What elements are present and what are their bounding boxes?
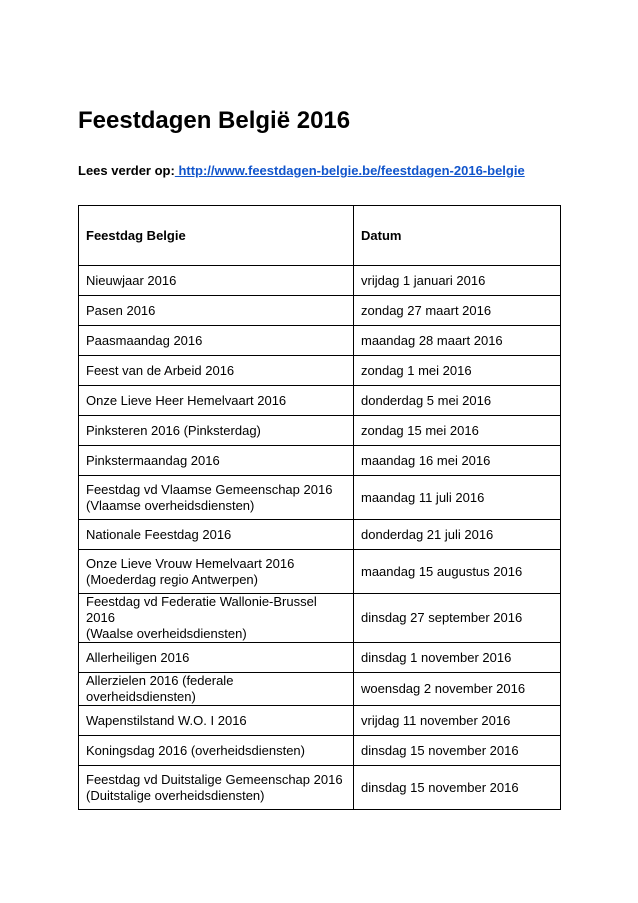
holiday-name-line: Pinkstermaandag 2016 xyxy=(86,452,220,468)
holiday-name-line: (Vlaamse overheidsdiensten) xyxy=(86,497,255,513)
holiday-date-cell: vrijdag 1 januari 2016 xyxy=(354,266,561,296)
holiday-date-cell: zondag 27 maart 2016 xyxy=(354,296,561,326)
holiday-name-line: Paasmaandag 2016 xyxy=(86,332,203,348)
holiday-date-cell: dinsdag 27 september 2016 xyxy=(354,594,561,643)
holiday-name-cell xyxy=(79,416,354,446)
table-row xyxy=(79,706,561,736)
table-row xyxy=(79,736,561,766)
holiday-name-line: Feest van de Arbeid 2016 xyxy=(86,362,235,378)
column-header-feestdag: Feestdag Belgie xyxy=(79,206,354,266)
holiday-name-line: Koningsdag 2016 (overheidsdiensten) xyxy=(86,742,305,758)
holiday-date-cell: donderdag 5 mei 2016 xyxy=(354,386,561,416)
table-row xyxy=(79,643,561,673)
table-row xyxy=(79,296,561,326)
table-row xyxy=(79,766,561,810)
page-title: Feestdagen België 2016 xyxy=(78,107,351,134)
holiday-date-cell: vrijdag 11 november 2016 xyxy=(354,706,561,736)
read-more-line xyxy=(78,163,525,179)
holidays-table xyxy=(78,205,561,810)
holiday-date-cell: maandag 28 maart 2016 xyxy=(354,326,561,356)
holiday-name-cell xyxy=(79,673,354,706)
read-more-link[interactable]: http://www.feestdagen-belgie.be/feestdagen-2016-belgie xyxy=(174,163,525,178)
holiday-name-line: (Moederdag regio Antwerpen) xyxy=(86,571,258,587)
holiday-name-cell xyxy=(79,326,354,356)
holiday-name-line: Allerheiligen 2016 xyxy=(86,649,190,665)
holiday-name-line: Feestdag vd Duitstalige Gemeenschap 2016 xyxy=(86,771,343,787)
holiday-name-line: Nationale Feestdag 2016 xyxy=(86,526,232,542)
holiday-name-line: (Waalse overheidsdiensten) xyxy=(86,626,247,641)
holiday-name-cell xyxy=(79,266,354,296)
holiday-date-cell: woensdag 2 november 2016 xyxy=(354,673,561,706)
holiday-name-cell xyxy=(79,643,354,673)
holiday-name-cell xyxy=(79,550,354,594)
holiday-name-cell xyxy=(79,476,354,520)
holiday-name-line: (Duitstalige overheidsdiensten) xyxy=(86,787,265,803)
holiday-name-line: Wapenstilstand W.O. I 2016 xyxy=(86,712,247,728)
table-header-row xyxy=(79,206,561,266)
holiday-name-line: Onze Lieve Vrouw Hemelvaart 2016 xyxy=(86,555,295,571)
holiday-name-cell xyxy=(79,520,354,550)
table-row xyxy=(79,673,561,706)
holiday-name-line: Pinksteren 2016 (Pinksterdag) xyxy=(86,422,261,438)
holiday-date-cell: maandag 15 augustus 2016 xyxy=(354,550,561,594)
holiday-name-cell xyxy=(79,386,354,416)
holiday-name-cell xyxy=(79,594,354,643)
holiday-date-cell: donderdag 21 juli 2016 xyxy=(354,520,561,550)
holidays-table-body xyxy=(79,266,561,810)
holiday-name-cell xyxy=(79,766,354,810)
holiday-name-cell xyxy=(79,706,354,736)
table-row xyxy=(79,266,561,296)
holiday-name-line: Allerzielen 2016 (federale overheidsdiensten) xyxy=(86,673,234,704)
table-row xyxy=(79,446,561,476)
holiday-date-cell: dinsdag 15 november 2016 xyxy=(354,766,561,810)
read-more-label: Lees verder op: xyxy=(78,163,175,178)
holiday-date-cell: maandag 11 juli 2016 xyxy=(354,476,561,520)
holiday-date-cell: zondag 1 mei 2016 xyxy=(354,356,561,386)
table-row xyxy=(79,326,561,356)
holiday-name-cell xyxy=(79,296,354,326)
holiday-date-cell: maandag 16 mei 2016 xyxy=(354,446,561,476)
holiday-name-line: Nieuwjaar 2016 xyxy=(86,272,177,288)
holiday-name-line: Pasen 2016 xyxy=(86,302,156,318)
holiday-name-line: Onze Lieve Heer Hemelvaart 2016 xyxy=(86,392,287,408)
holiday-date-cell: dinsdag 1 november 2016 xyxy=(354,643,561,673)
table-row xyxy=(79,476,561,520)
holiday-date-cell: dinsdag 15 november 2016 xyxy=(354,736,561,766)
holiday-name-cell xyxy=(79,356,354,386)
table-row xyxy=(79,594,561,643)
column-header-datum: Datum xyxy=(354,206,561,266)
table-row xyxy=(79,416,561,446)
table-row xyxy=(79,550,561,594)
table-row xyxy=(79,386,561,416)
holiday-date-cell: zondag 15 mei 2016 xyxy=(354,416,561,446)
table-row xyxy=(79,520,561,550)
holiday-name-cell xyxy=(79,736,354,766)
holiday-name-line: Feestdag vd Federatie Wallonie-Brussel 2016 xyxy=(86,594,317,625)
holiday-name-line: Feestdag vd Vlaamse Gemeenschap 2016 xyxy=(86,481,333,497)
holiday-name-cell xyxy=(79,446,354,476)
table-row xyxy=(79,356,561,386)
